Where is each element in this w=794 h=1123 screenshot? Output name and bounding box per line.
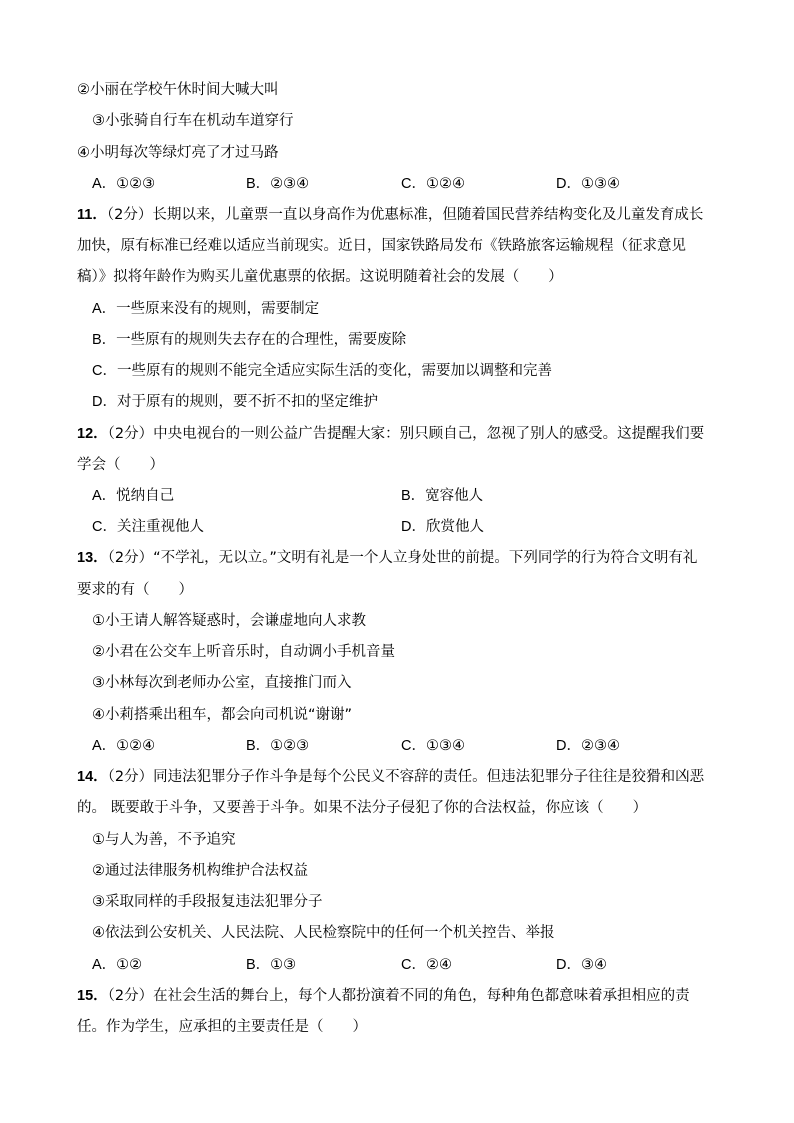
- q10-option-b[interactable]: [246, 174, 309, 194]
- option-text: 一些原有的规则不能完全适应实际生活的变化，需要加以调整和完善: [116, 363, 552, 379]
- option-letter: D．: [556, 738, 581, 754]
- q10-item-2: ②小丽在学校午休时间大喊大叫: [77, 82, 279, 98]
- option-letter: D．: [92, 394, 117, 410]
- q13-stem-line-1: [77, 548, 697, 568]
- question-number: 13．: [77, 550, 108, 566]
- option-text: 欣赏他人: [425, 519, 484, 535]
- q11-option-b[interactable]: [92, 330, 406, 350]
- question-number: 15．: [77, 988, 108, 1004]
- option-letter: A．: [92, 488, 117, 504]
- option-letter: A．: [92, 176, 117, 192]
- question-score: （2分）: [107, 769, 154, 785]
- option-text: ①③④: [580, 176, 620, 192]
- option-text: 一些原来没有的规则，需要制定: [116, 301, 320, 317]
- option-letter: C．: [401, 957, 426, 973]
- q11-stem-line-3: 稿）》拟将年龄作为购买儿童优惠票的依据。这说明随着社会的发展（ ）: [77, 269, 563, 285]
- question-score: （2分）: [107, 550, 154, 566]
- q13-stem-line-2: 要求的有（ ）: [77, 582, 193, 598]
- option-letter: A．: [92, 301, 117, 317]
- q13-option-c[interactable]: [401, 736, 465, 756]
- option-letter: A．: [92, 957, 117, 973]
- question-score: （2分）: [107, 426, 154, 442]
- option-text: ②③④: [580, 738, 620, 754]
- option-text: ①②④: [116, 738, 156, 754]
- option-text: ①③④: [425, 738, 465, 754]
- q11-option-d[interactable]: [92, 392, 378, 412]
- q12-stem-line-1: [77, 424, 704, 444]
- q15-stem-line-2: 任。作为学生，应承担的主要责任是（ ）: [77, 1019, 367, 1035]
- question-stem: “不学礼，无以立。”文明有礼是一个人立身处世的前提。下列同学的行为符合文明有礼: [153, 550, 698, 566]
- q12-option-a[interactable]: [92, 486, 174, 506]
- question-score: （2分）: [106, 207, 153, 223]
- option-letter: B．: [92, 332, 117, 348]
- q14-option-c[interactable]: [401, 955, 452, 975]
- q13-item-2: ②小君在公交车上听音乐时，自动调小手机音量: [92, 644, 395, 660]
- q14-item-3: ③采取同样的手段报复违法犯罪分子: [92, 894, 323, 910]
- q14-item-1: ①与人为善，不予追究: [92, 832, 236, 848]
- option-text: ③④: [580, 957, 607, 973]
- option-text: 宽容他人: [425, 488, 484, 504]
- q13-option-d[interactable]: [556, 736, 620, 756]
- option-text: ②④: [425, 957, 452, 973]
- question-number: 12．: [77, 426, 108, 442]
- question-stem: 同违法犯罪分子作斗争是每个公民义不容辞的责任。但违法犯罪分子往往是狡猾和凶恶: [153, 769, 705, 785]
- option-letter: B．: [246, 738, 271, 754]
- q10-item-4: ④小明每次等绿灯亮了才过马路: [77, 145, 279, 161]
- q13-item-4: ④小莉搭乘出租车，都会向司机说“谢谢”: [92, 707, 353, 723]
- option-text: 关注重视他人: [116, 519, 204, 535]
- q14-option-a[interactable]: [92, 955, 142, 975]
- q12-option-c[interactable]: [92, 517, 204, 537]
- option-letter: D．: [556, 176, 581, 192]
- q14-stem-line-1: [77, 767, 704, 787]
- q12-option-d[interactable]: [401, 517, 484, 537]
- option-text: ②③④: [270, 176, 310, 192]
- option-text: 对于原有的规则，要不折不扣的坚定维护: [116, 394, 378, 410]
- question-stem: 长期以来，儿童票一直以身高作为优惠标准，但随着国民营养结构变化及儿童发育成长: [152, 207, 704, 223]
- option-text: ①②④: [425, 176, 465, 192]
- q10-item-3: ③小张骑自行车在机动车道穿行: [92, 113, 294, 129]
- q13-option-a[interactable]: [92, 736, 155, 756]
- q14-item-4: ④依法到公安机关、人民法院、人民检察院中的任何一个机关控告、举报: [92, 925, 555, 941]
- q14-item-2: ②通过法律服务机构维护合法权益: [92, 863, 308, 879]
- option-text: ①②③: [116, 176, 156, 192]
- q11-option-a[interactable]: [92, 299, 319, 319]
- option-text: ①③: [270, 957, 297, 973]
- option-text: ①②: [116, 957, 143, 973]
- question-stem: 中央电视台的一则公益广告提醒大家：别只顾自己，忽视了别人的感受。这提醒我们要: [153, 426, 705, 442]
- question-stem: 在社会生活的舞台上，每个人都扮演着不同的角色，每种角色都意味着承担相应的责: [153, 988, 690, 1004]
- q14-option-d[interactable]: [556, 955, 607, 975]
- q13-option-b[interactable]: [246, 736, 309, 756]
- option-letter: C．: [92, 519, 117, 535]
- option-letter: B．: [246, 176, 271, 192]
- option-letter: B．: [401, 488, 426, 504]
- q12-option-b[interactable]: [401, 486, 483, 506]
- option-text: 悦纳自己: [116, 488, 175, 504]
- q10-option-d[interactable]: [556, 174, 620, 194]
- question-number: 11．: [77, 207, 107, 223]
- q15-stem-line-1: [77, 986, 690, 1006]
- q11-stem-line-2: 加快，原有标准已经难以适应当前现实。近日，国家铁路局发布《铁路旅客运输规程（征求意见: [77, 238, 686, 254]
- q11-option-c[interactable]: [92, 361, 552, 381]
- q12-stem-line-2: 学会（ ）: [77, 457, 164, 473]
- question-number: 14．: [77, 769, 108, 785]
- q11-stem-line-1: [77, 205, 703, 225]
- option-letter: D．: [401, 519, 426, 535]
- option-letter: C．: [401, 176, 426, 192]
- q10-option-a[interactable]: [92, 174, 155, 194]
- question-score: （2分）: [107, 988, 154, 1004]
- option-letter: A．: [92, 738, 117, 754]
- q10-option-c[interactable]: [401, 174, 465, 194]
- q13-item-1: ①小王请人解答疑惑时，会谦虚地向人求教: [92, 613, 366, 629]
- option-letter: C．: [401, 738, 426, 754]
- q14-stem-line-2: 的。 既要敢于斗争，又要善于斗争。如果不法分子侵犯了你的合法权益，你应该（ ）: [77, 800, 648, 816]
- option-text: 一些原有的规则失去存在的合理性，需要废除: [116, 332, 407, 348]
- option-letter: B．: [246, 957, 271, 973]
- option-letter: D．: [556, 957, 581, 973]
- option-letter: C．: [92, 363, 117, 379]
- q14-option-b[interactable]: [246, 955, 296, 975]
- option-text: ①②③: [270, 738, 310, 754]
- q13-item-3: ③小林每次到老师办公室，直接推门而入: [92, 675, 352, 691]
